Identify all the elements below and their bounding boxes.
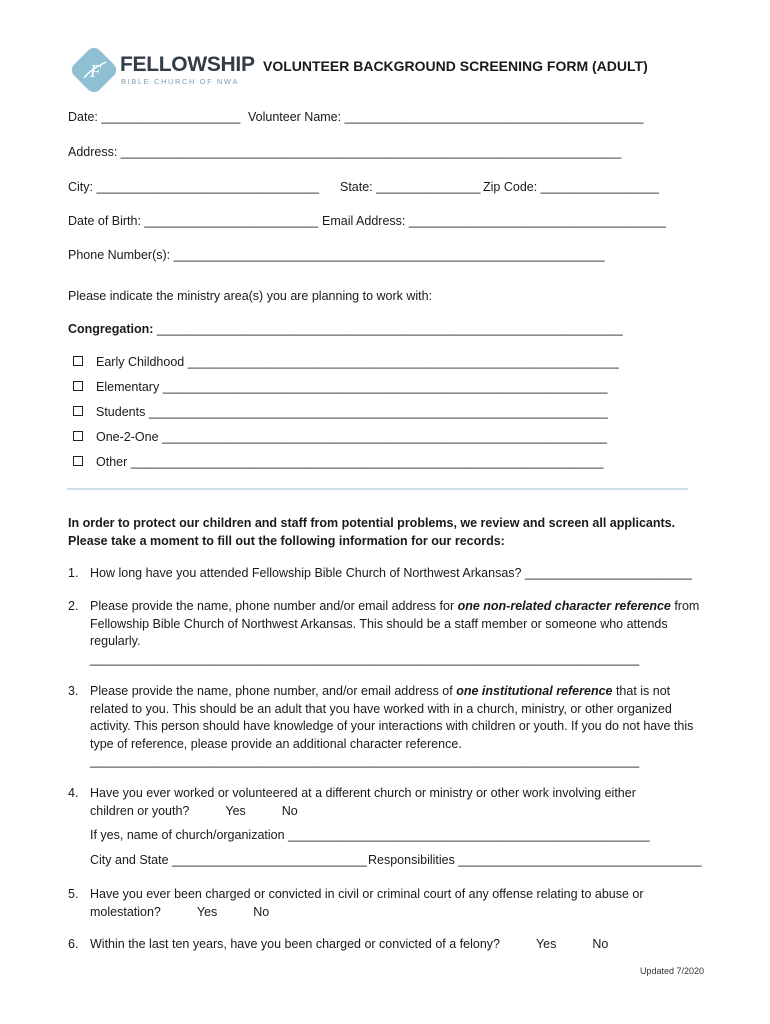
yes-option[interactable]: Yes [196, 904, 218, 919]
question-text-cont: from Fellowship Bible Church of Northwest Arkansas. This should be a staff member or someone who attends regularly. [90, 599, 700, 648]
logo-subtitle: BIBLE CHURCH OF NWA [121, 77, 240, 86]
question-text[interactable]: How long have you attended Fellowship Bible Church of Northwest Arkansas? ________________________ [90, 566, 692, 580]
city-state-field[interactable]: City and State ____________________________ [90, 853, 367, 867]
question-text: Have you ever worked or volunteered at a different church or ministry or other work involving either children or youth? [90, 786, 636, 818]
option-label: One-2-One ________________________________________________________________ [96, 430, 607, 444]
logo-wordmark: FELLOWSHIP [120, 53, 255, 76]
question-emphasis: one institutional reference [456, 684, 613, 698]
option-label: Other ____________________________________________________________________ [96, 455, 604, 469]
option-label: Students __________________________________________________________________ [96, 405, 608, 419]
form-title: VOLUNTEER BACKGROUND SCREENING FORM (ADULT) [263, 58, 648, 74]
ministry-option-elementary[interactable] [73, 380, 608, 394]
church-logo [68, 44, 258, 96]
question-text: Within the last ten years, have you been charged or convicted of a felony? [90, 937, 500, 951]
question-3[interactable] [68, 683, 708, 771]
answer-line[interactable]: _______________________________________________________________________________ [90, 754, 640, 768]
answer-line[interactable]: _______________________________________________________________________________ [90, 651, 640, 666]
congregation-line[interactable]: ___________________________________________________________________ [153, 322, 623, 336]
question-text: Please provide the name, phone number and/or email address for [90, 599, 458, 613]
question-text-cont: that is not related to you. This should be an adult that you have worked with in a church, ministry, or other organized activity. This person should have knowledge of your interactions with children or youth. If you do not have this type of reference, please provide an additional character reference. [90, 684, 694, 751]
option-label: Elementary ________________________________________________________________ [96, 380, 608, 394]
logo-letter: F [90, 61, 101, 81]
question-text: Please provide the name, phone number, and/or email address of [90, 684, 457, 698]
responsibilities-field[interactable]: Responsibilities ___________________________________ [368, 853, 702, 867]
checkbox[interactable] [73, 356, 83, 366]
checkbox[interactable] [73, 381, 83, 391]
option-label: Early Childhood ______________________________________________________________ [96, 355, 619, 369]
no-option[interactable]: No [281, 803, 298, 818]
yes-option[interactable]: Yes [225, 803, 246, 818]
ministry-prompt: Please indicate the ministry area(s) you are planning to work with: [68, 289, 433, 303]
question-6[interactable] [68, 936, 708, 954]
section-divider [67, 488, 688, 490]
question-number: 2. [68, 599, 79, 613]
question-number: 4. [68, 786, 79, 800]
ministry-option-students[interactable] [73, 405, 608, 419]
question-1[interactable] [68, 565, 708, 583]
intro-paragraph: In order to protect our children and staff from potential problems, we review and screen all applicants. Please take a moment to fill out the following information for our records: [68, 516, 676, 548]
question-2[interactable] [68, 598, 708, 668]
ministry-option-one-2-one[interactable] [73, 430, 607, 444]
question-text: Have you ever been charged or convicted in civil or criminal court of any offense relating to abuse or molestation? [90, 887, 644, 919]
no-option[interactable]: No [592, 937, 609, 951]
ministry-option-early-childhood[interactable] [73, 355, 619, 369]
email-address-field[interactable]: Email Address: _____________________________________ [322, 214, 667, 228]
question-4[interactable] [68, 785, 708, 820]
address-field[interactable]: Address: ________________________________________________________________________ [68, 145, 622, 159]
fellowship-logo-icon [68, 44, 120, 96]
no-option[interactable]: No [253, 904, 270, 919]
checkbox[interactable] [73, 406, 83, 416]
city-field[interactable]: City: ________________________________ [68, 180, 319, 194]
zip-code-field[interactable]: Zip Code: _________________ [483, 180, 659, 194]
congregation-label: Congregation: [68, 322, 154, 336]
question-number: 6. [68, 937, 79, 951]
checkbox[interactable] [73, 456, 83, 466]
yes-option[interactable]: Yes [535, 937, 557, 951]
checkbox[interactable] [73, 431, 83, 441]
volunteer-name-field[interactable]: Volunteer Name: ___________________________________________ [248, 110, 644, 124]
state-field[interactable]: State: _______________ [340, 180, 481, 194]
question-emphasis: one non-related character reference [457, 599, 671, 613]
question-number: 5. [68, 887, 79, 901]
question-number: 1. [68, 566, 79, 580]
ministry-option-other[interactable] [73, 455, 603, 469]
question-number: 3. [68, 684, 79, 698]
church-organization-field[interactable]: If yes, name of church/organization ____________________________________________________ [90, 828, 650, 842]
question-5[interactable] [68, 886, 708, 921]
updated-date: Updated 7/2020 [639, 966, 704, 976]
phone-number-field[interactable]: Phone Number(s): ______________________________________________________________ [68, 248, 605, 262]
date-of-birth-field[interactable]: Date of Birth: _________________________ [68, 214, 319, 228]
congregation-row[interactable] [68, 322, 623, 336]
date-field[interactable]: Date: ____________________ [68, 110, 241, 124]
